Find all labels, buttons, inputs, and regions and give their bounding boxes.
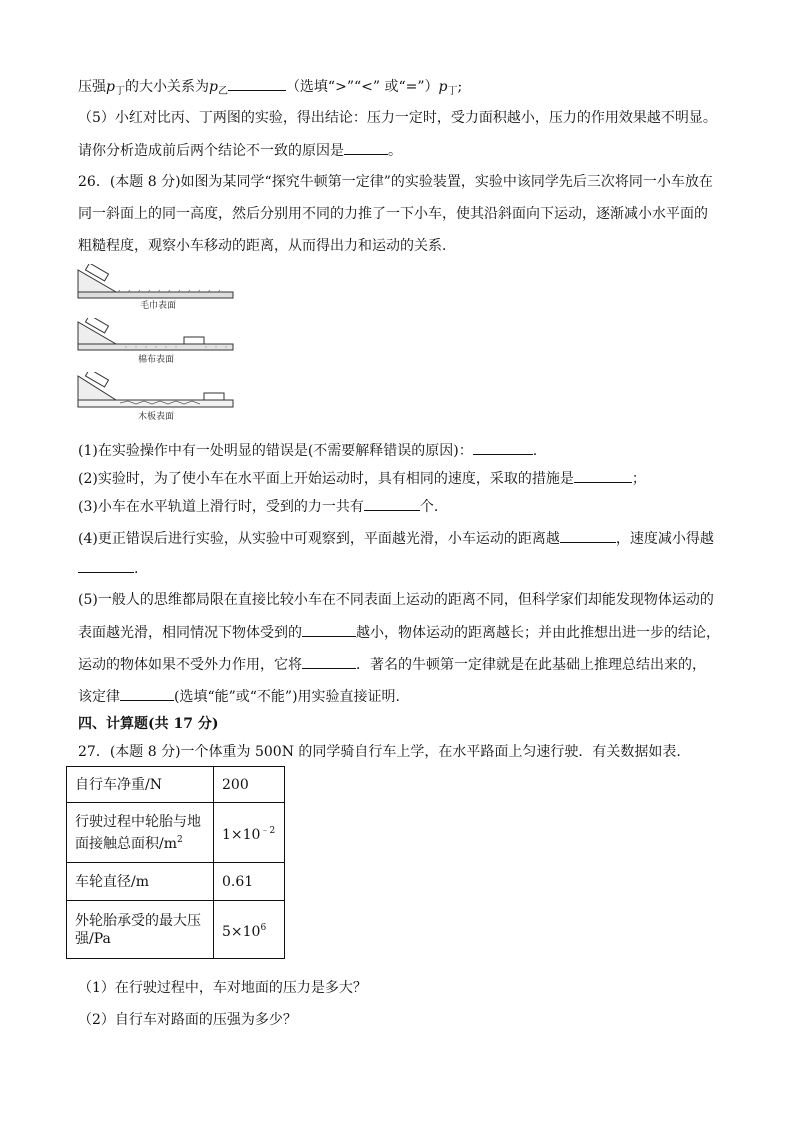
towel-surface-diagram [76,264,236,310]
text: 外轮胎承受的最大压 [75,912,201,929]
question-27-line: 27．(本题 8 分)一个体重为 500N 的同学骑自行车上学，在水平路面上匀速行驶．有关数据如表. [78,744,681,760]
text: ; [457,79,463,95]
table-cell-value: 200 [214,767,285,803]
table-cell-value: 0.61 [214,863,285,901]
text: 个. [419,499,439,515]
diagram-caption: 毛巾表面 [140,301,177,310]
question-5-line: （5）小红对比丙、丁两图的实验，得出结论：压力一定时，受力面积越小，压力的作用效果越不明显。 [78,110,717,126]
answer-blank[interactable] [302,622,356,637]
text: ．著名的牛顿第一定律就是在此基础上推理总结出来的， [356,657,706,673]
text: 越小，物体运动的距离越长；并由此推想出进一步的结论， [356,625,720,641]
answer-blank[interactable] [120,686,174,701]
table-cell-value [214,901,285,959]
text: 压强 [78,79,106,95]
diagram-caption: 木板表面 [138,412,175,422]
q26-part-4 [78,528,714,549]
symbol-p: p [438,79,448,95]
cotton-surface-diagram [76,318,236,364]
text: 的大小关系为 [124,79,209,95]
text: （选填“>”“<” 或“=”） [285,79,439,95]
text: ； [631,471,646,487]
table-cell-key [67,901,214,959]
q26-part-1 [78,440,537,461]
q26-part-4-cont [78,558,138,579]
table-row [67,767,285,803]
subscript: 丁 [114,86,125,97]
text: 5×10 [222,923,261,940]
text: (3)小车在水平轨道上滑行时，受到的力一共有 [78,499,364,515]
diagram-caption: 棉布表面 [138,355,175,364]
subscript: 丁 [447,86,458,97]
question-27-part-1: （1）在行驶过程中，车对地面的压力是多大？ [78,980,367,996]
section-heading: 四、计算题(共 17 分) [78,716,219,732]
text: 表面越光滑，相同情况下物体受到的 [78,625,302,641]
question-26-line-1: 26．(本题 8 分)如图为某同学“探究牛顿第一定律”的实验装置，实验中该同学先后三次将同一小车放在 [78,174,713,190]
answer-blank[interactable] [302,654,356,669]
answer-blank[interactable] [473,440,533,455]
table-cell-key: 车轮直径/m [67,863,214,901]
subscript: 乙 [217,86,228,97]
answer-blank[interactable] [574,468,632,483]
bicycle-data-table [66,766,285,959]
text: (1)在实验操作中有一处明显的错误是(不需要解释错误的原因)： [78,443,473,459]
q26-part-2 [78,468,646,489]
table-cell-key [67,803,214,863]
symbol-p: p [106,79,115,95]
q26-part-3 [78,496,438,517]
superscript: 6 [260,922,267,933]
table-cell-value [214,803,285,863]
question-26-line-3: 粗糙程度，观察小车移动的距离，从而得出力和运动的关系． [78,238,456,254]
question-27-part-2: （2）自行车对路面的压强为多少？ [78,1012,297,1028]
superscript: ﹣2 [260,825,276,836]
text: 请你分析造成前后两个结论不一致的原因是 [78,143,344,159]
text: 该定律 [78,689,120,705]
text: ，速度减小得越 [615,531,714,547]
table-row [67,803,285,863]
text: 运动的物体如果不受外力作用，它将 [78,657,302,673]
answer-blank[interactable] [560,528,616,543]
text: 1×10 [222,826,261,843]
text: 行驶过程中轮胎与地 [75,813,201,830]
table-row [67,901,285,959]
q26-part-5-line-3 [78,654,706,675]
answer-blank[interactable] [78,558,134,573]
table-cell-key: 自行车净重/N [67,767,214,803]
text: 面接触总面积/m [75,835,177,852]
text: . [134,561,139,577]
pressure-compare-line [78,76,462,102]
text: (2)实验时，为了使小车在水平面上开始运动时，具有相同的速度，采取的措施是 [78,471,574,487]
q26-part-5-line-2 [78,622,720,643]
answer-blank[interactable] [344,140,388,155]
text: (选填“能”或“不能”)用实验直接证明. [174,689,401,705]
text: 。 [388,143,402,159]
question-5-reason-line [78,140,402,161]
text: . [532,443,538,459]
text: 强/Pa [75,930,111,947]
q26-part-5-line-4 [78,686,400,707]
answer-blank[interactable] [228,76,286,91]
text: (4)更正错误后进行实验，从实验中可观察到，平面越光滑，小车运动的距离越 [78,531,560,547]
answer-blank[interactable] [364,496,420,511]
symbol-p: p [208,79,218,95]
q26-part-5-line-1: (5)一般人的思维都局限在直接比较小车在不同表面上运动的距离不同，但科学家们却能发现物体运动的 [78,592,714,608]
question-26-line-2: 同一斜面上的同一高度，然后分别用不同的力推了一下小车，使其沿斜面向下运动，逐渐减小水平面的 [78,206,708,222]
wood-surface-diagram [76,372,236,422]
superscript: 2 [177,834,183,845]
table-row [67,863,285,901]
